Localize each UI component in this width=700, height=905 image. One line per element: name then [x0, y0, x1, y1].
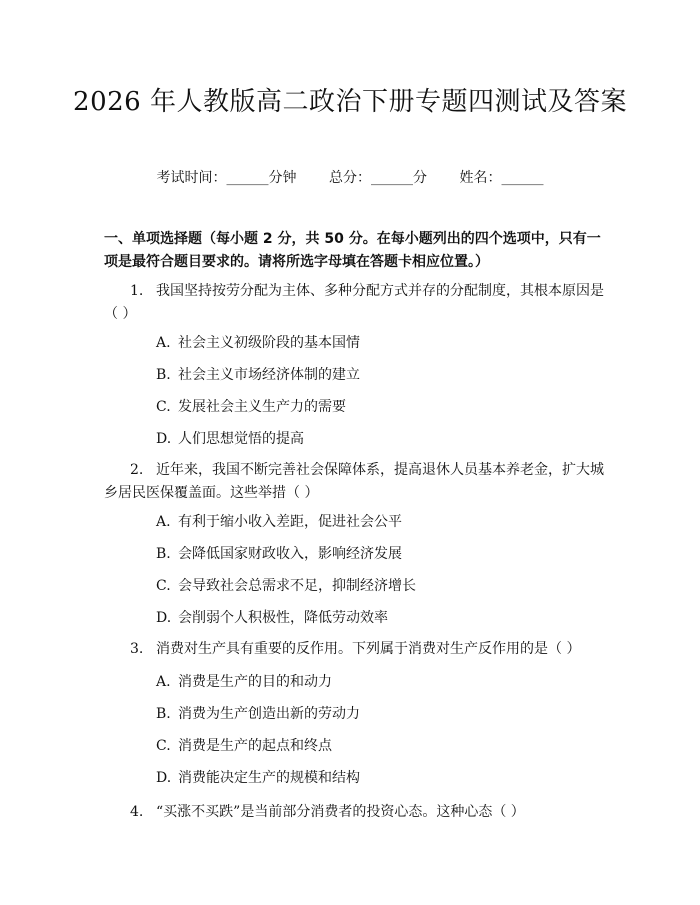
question-text: 我国坚持按劳分配为主体、多种分配方式并存的分配制度，其根本原因是（ ）	[104, 283, 604, 322]
option-letter: C.	[156, 738, 171, 754]
option-text: 发展社会主义生产力的需要	[178, 399, 346, 415]
option-text: 有利于缩小收入差距，促进社会公平	[178, 514, 402, 530]
question-2-option-a	[156, 512, 402, 532]
option-letter: B.	[156, 546, 171, 562]
option-letter: D.	[156, 610, 172, 626]
option-text: 消费是生产的起点和终点	[178, 738, 332, 754]
question-4	[104, 801, 608, 824]
question-text: “买涨不买跌”是当前部分消费者的投资心态。这种心态（ ）	[156, 804, 525, 820]
option-text: 人们思想觉悟的提高	[178, 431, 304, 447]
question-2-option-c	[156, 576, 416, 596]
question-1-option-b	[156, 365, 360, 385]
option-letter: A.	[156, 674, 171, 690]
option-letter: A.	[156, 514, 171, 530]
option-letter: C.	[156, 578, 171, 594]
question-2-option-d	[156, 608, 388, 628]
option-text: 会降低国家财政收入，影响经济发展	[178, 546, 402, 562]
option-letter: D.	[156, 770, 172, 786]
option-text: 消费能决定生产的规模和结构	[178, 770, 360, 786]
question-2	[104, 459, 608, 505]
section-heading: 一、单项选择题（每小题 2 分，共 50 分。在每小题列出的四个选项中，只有一项是最符合题目要求的。请将所选字母填在答题卡相应位置。）	[104, 231, 601, 270]
document-title: 2026 年人教版高二政治下册专题四测试及答案	[73, 87, 627, 117]
student-name-field: 姓名：______	[459, 170, 544, 186]
option-letter: D.	[156, 431, 172, 447]
question-text: 近年来，我国不断完善社会保障体系，提高退休人员基本养老金，扩大城乡居民医保覆盖面。这些举措（ ）	[104, 462, 604, 501]
option-text: 社会主义初级阶段的基本国情	[178, 335, 360, 351]
question-1	[104, 280, 608, 326]
option-letter: C.	[156, 399, 171, 415]
question-number: 2.	[130, 462, 144, 478]
option-text: 会导致社会总需求不足，抑制经济增长	[178, 578, 416, 594]
exam-meta	[0, 168, 700, 188]
total-score-field: 总分：______分	[329, 170, 427, 186]
question-2-option-b	[156, 544, 402, 564]
question-3-option-b	[156, 704, 360, 724]
question-number: 3.	[130, 641, 144, 657]
option-text: 社会主义市场经济体制的建立	[178, 367, 360, 383]
question-1-option-d	[156, 429, 304, 449]
question-number: 1.	[130, 283, 144, 299]
question-number: 4.	[130, 804, 144, 820]
option-text: 会削弱个人积极性，降低劳动效率	[178, 610, 388, 626]
question-3-option-a	[156, 672, 332, 692]
option-letter: A.	[156, 335, 171, 351]
option-letter: B.	[156, 367, 171, 383]
question-1-option-a	[156, 333, 360, 353]
option-text: 消费是生产的目的和动力	[178, 674, 332, 690]
option-text: 消费为生产创造出新的劳动力	[178, 706, 360, 722]
question-text: 消费对生产具有重要的反作用。下列属于消费对生产反作用的是（ ）	[156, 641, 581, 657]
question-1-option-c	[156, 397, 346, 417]
exam-time-field: 考试时间：______分钟	[156, 170, 297, 186]
question-3	[104, 638, 608, 661]
question-3-option-d	[156, 768, 360, 788]
option-letter: B.	[156, 706, 171, 722]
question-3-option-c	[156, 736, 332, 756]
